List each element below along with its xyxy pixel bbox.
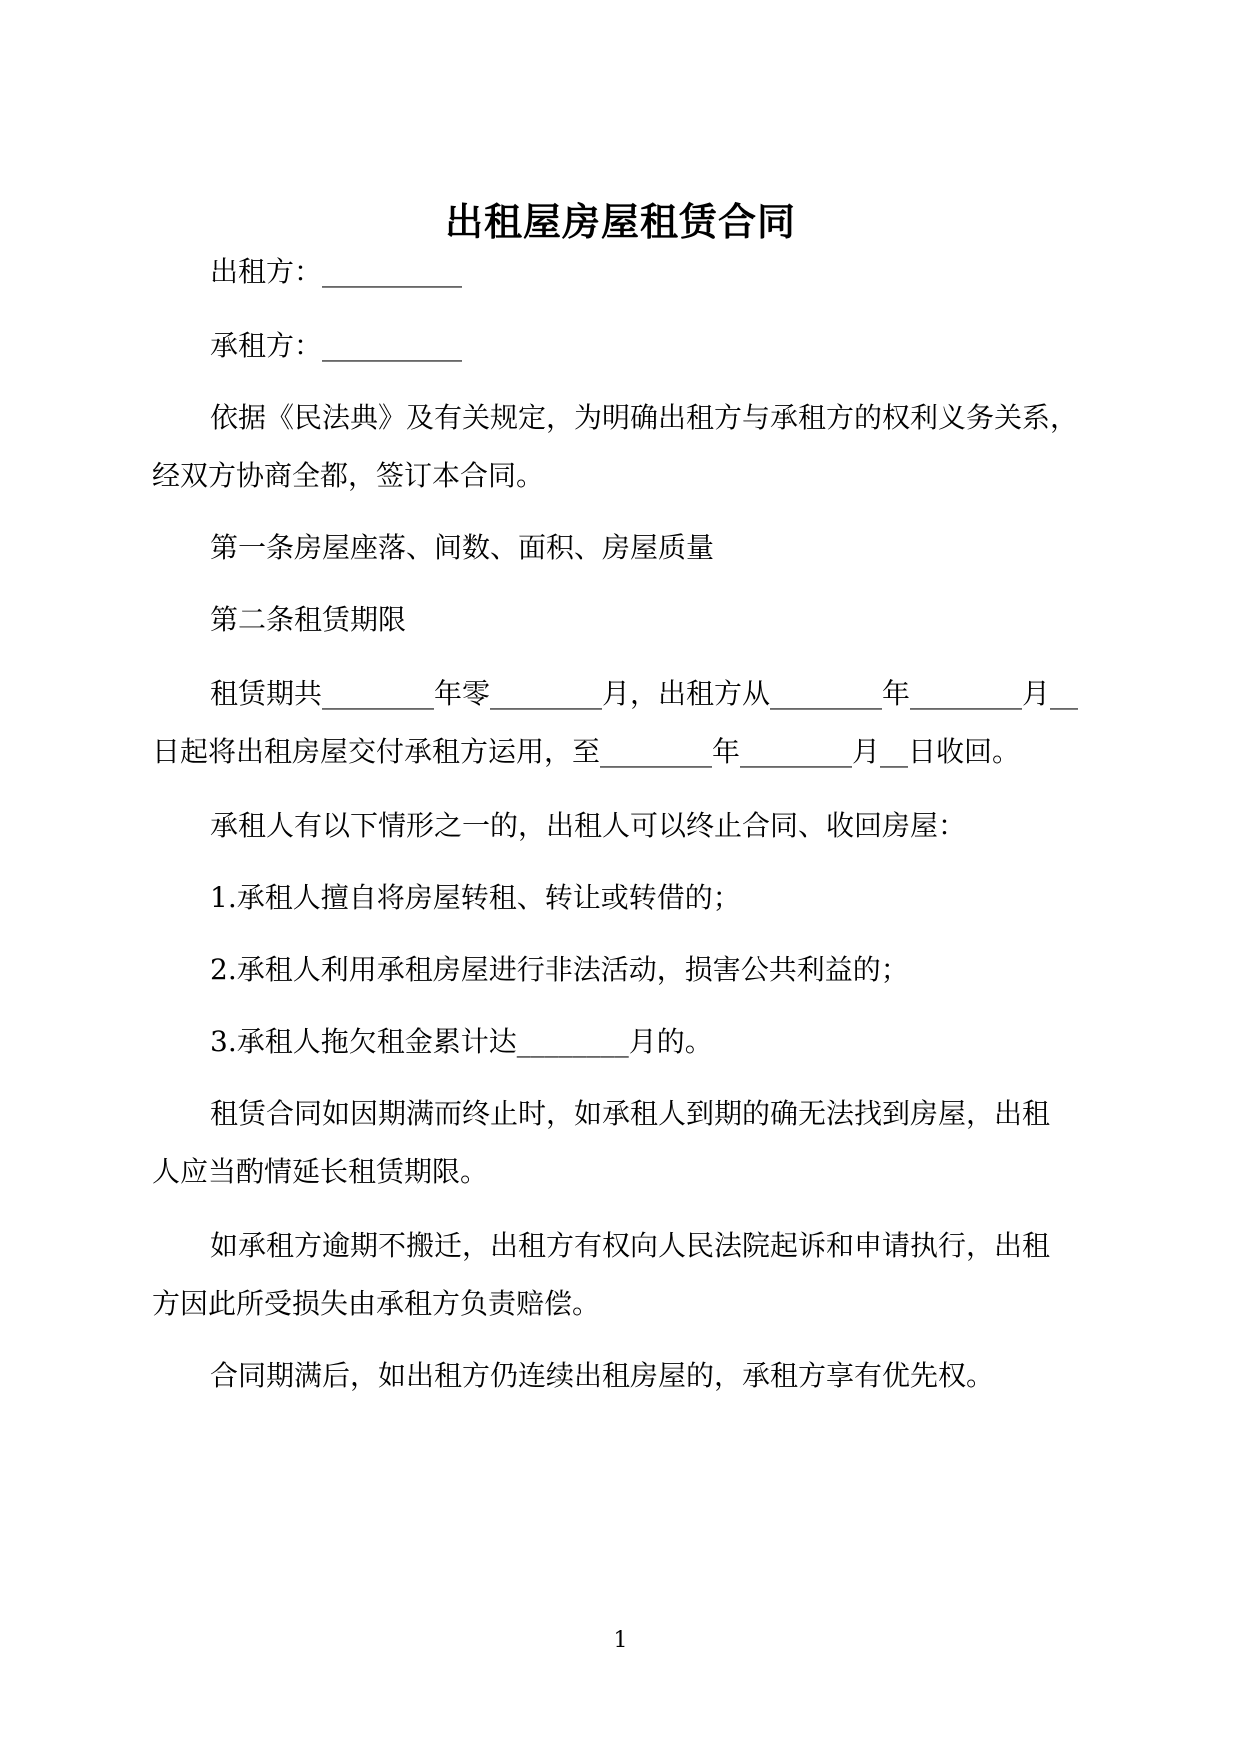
extension-line-1: 租赁合同如因期满而终止时，如承租人到期的确无法找到房屋，出租 xyxy=(210,1097,1051,1130)
lease-term-line-2: 日起将出租房屋交付承租方运用，至________年________月__日收回。 xyxy=(152,735,1021,768)
termination-item-1: 1.承租人擅自将房屋转租、转让或转借的； xyxy=(210,881,741,914)
lessor-line: 出租方：__________ xyxy=(210,255,463,288)
article-one-heading: 第一条房屋座落、间数、面积、房屋质量 xyxy=(210,531,715,564)
extension-line-2: 人应当酌情延长租赁期限。 xyxy=(152,1155,489,1188)
priority-right-line: 合同期满后，如出租方仍连续出租房屋的，承租方享有优先权。 xyxy=(210,1359,995,1392)
lessee-line: 承租方：__________ xyxy=(210,329,463,362)
termination-intro: 承租人有以下情形之一的，出租人可以终止合同、收回房屋： xyxy=(210,809,967,842)
preamble-line-1: 依据《民法典》及有关规定，为明确出租方与承租方的权利义务关系， xyxy=(210,401,1079,434)
preamble-line-2: 经双方协商全都，签订本合同。 xyxy=(152,459,545,492)
page-number: 1 xyxy=(613,1628,628,1653)
eviction-line-2: 方因此所受损失由承租方负责赔偿。 xyxy=(152,1287,601,1320)
termination-item-2: 2.承租人利用承租房屋进行非法活动，损害公共利益的； xyxy=(210,953,909,986)
termination-item-3: 3.承租人拖欠租金累计达________月的。 xyxy=(210,1025,713,1058)
article-two-heading: 第二条租赁期限 xyxy=(210,603,407,636)
lease-term-line-1: 租赁期共________年零________月，出租方从________年________月__ xyxy=(210,677,1079,710)
document-title: 出租屋房屋租赁合同 xyxy=(444,199,796,244)
eviction-line-1: 如承租方逾期不搬迁，出租方有权向人民法院起诉和申请执行，出租 xyxy=(210,1229,1051,1262)
